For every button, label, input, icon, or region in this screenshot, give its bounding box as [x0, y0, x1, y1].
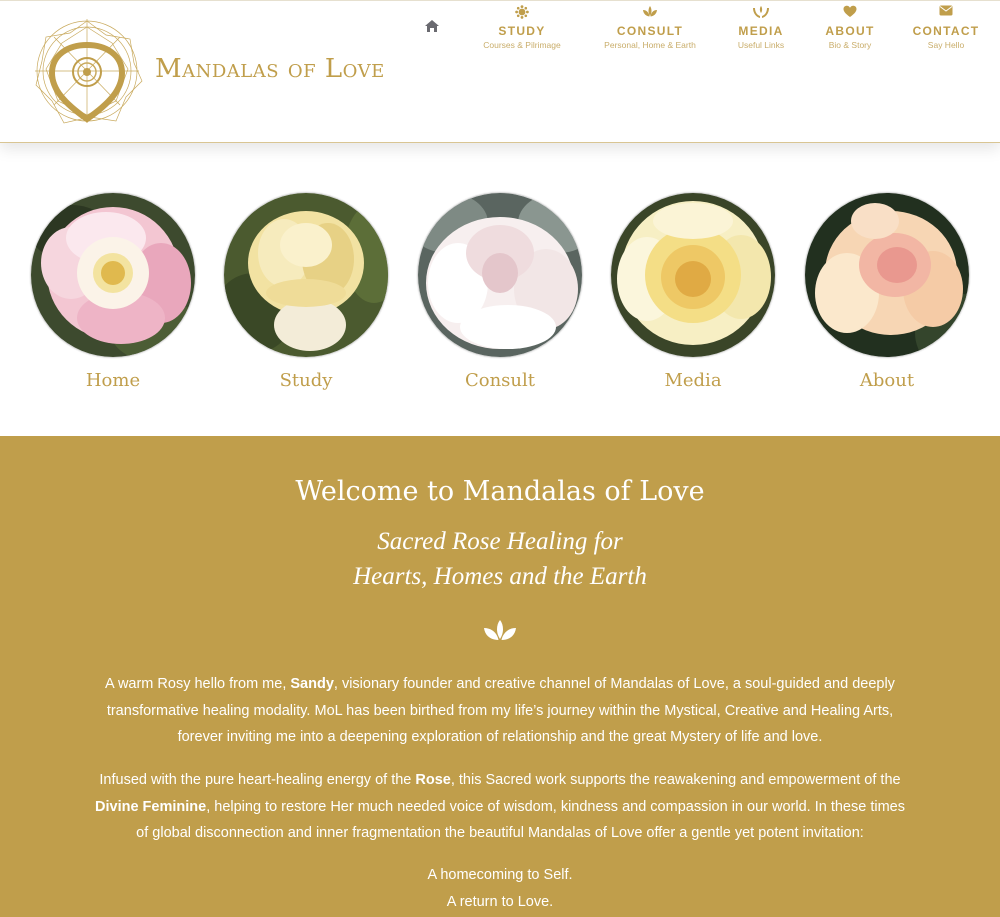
site-header: [0, 0, 1000, 143]
lotus-divider-icon: [483, 619, 517, 643]
golden-rose-image[interactable]: [610, 192, 776, 358]
welcome-heading: Welcome to Mandalas of Love: [295, 476, 705, 507]
nav-study[interactable]: [478, 5, 566, 50]
closing-line-1: A homecoming to Self.: [427, 867, 573, 883]
nav-about-sub: Bio & Story: [828, 40, 872, 50]
site-title[interactable]: Mandalas of Love: [155, 54, 385, 84]
nav-media[interactable]: [730, 5, 792, 50]
rose-label-media[interactable]: Media: [664, 370, 722, 391]
hands-lotus-icon: [730, 5, 792, 21]
nav-about[interactable]: [820, 5, 880, 50]
peach-rose-image[interactable]: [804, 192, 970, 358]
nav-consult-sub: Personal, Home & Earth: [604, 40, 696, 50]
rose-tile-study[interactable]: [222, 192, 390, 391]
rose-tile-home[interactable]: [29, 192, 197, 391]
lotus-icon: [600, 5, 700, 21]
nav-media-label: MEDIA: [738, 24, 784, 38]
nav-home[interactable]: [424, 19, 440, 38]
home-icon[interactable]: [424, 19, 440, 35]
rose-tile-about[interactable]: [803, 192, 971, 391]
nav-consult-label: CONSULT: [616, 24, 684, 38]
mission-text-a: Infused with the pure heart-healing energy of the: [99, 772, 416, 788]
tagline-line-2: Hearts, Homes and the Earth: [353, 563, 647, 590]
envelope-icon: [910, 5, 982, 21]
nav-about-label: ABOUT: [825, 24, 875, 38]
rose-tile-media[interactable]: [609, 192, 777, 391]
divine-feminine-emphasis: Divine Feminine: [95, 798, 207, 815]
mission-text-c: , helping to restore Her much needed voice of wisdom, kindness and compassion in our world. In these times of global disconnection and inner fragmentation the beautiful Mandalas of Love offer a gentle yet potent invitation:: [136, 798, 905, 841]
intro-paragraph: [90, 671, 910, 751]
rose-emphasis: Rose: [415, 772, 451, 788]
founder-name: Sandy: [290, 676, 334, 692]
nav-consult[interactable]: [600, 5, 700, 50]
rose-tile-consult[interactable]: [416, 192, 584, 391]
welcome-section: [0, 436, 1000, 917]
rose-label-about[interactable]: About: [859, 370, 915, 391]
rose-navigation-strip: [0, 144, 1000, 436]
closing-line-2: A return to Love.: [446, 894, 554, 910]
nav-study-sub: Courses & Pilrimage: [483, 40, 561, 50]
yellow-bud-rose-image[interactable]: [223, 192, 389, 358]
nav-contact-label: CONTACT: [912, 24, 980, 38]
sun-flower-icon: [478, 5, 566, 21]
rose-label-consult[interactable]: Consult: [464, 370, 536, 391]
nav-contact[interactable]: [910, 5, 982, 50]
main-navigation: [0, 5, 1000, 55]
mission-paragraph: [90, 767, 910, 847]
rose-label-study[interactable]: Study: [279, 370, 333, 391]
tagline-line-1: Sacred Rose Healing for: [377, 528, 623, 555]
intro-text-b: , visionary founder and creative channel of Mandalas of Love, a soul-guided and deeply transformative healing modality. MoL has been birthed from my life’s journey within the Mystical, Creative and Healing Arts, forever inviting me into a deepening exploration of relationship and the great Mystery of life and love.: [106, 676, 895, 745]
intro-text-a: A warm Rosy hello from me,: [105, 676, 291, 692]
welcome-tagline: [0, 524, 1000, 594]
nav-contact-sub: Say Hello: [927, 40, 965, 50]
mission-text-b: , this Sacred work supports the reawakening and empowerment of the: [450, 772, 901, 788]
heart-icon: [820, 5, 880, 21]
rose-label-home[interactable]: Home: [85, 370, 141, 391]
nav-media-sub: Useful Links: [737, 40, 785, 50]
white-rose-image[interactable]: [417, 192, 583, 358]
nav-study-label: STUDY: [498, 24, 546, 38]
pink-rose-image[interactable]: [30, 192, 196, 358]
